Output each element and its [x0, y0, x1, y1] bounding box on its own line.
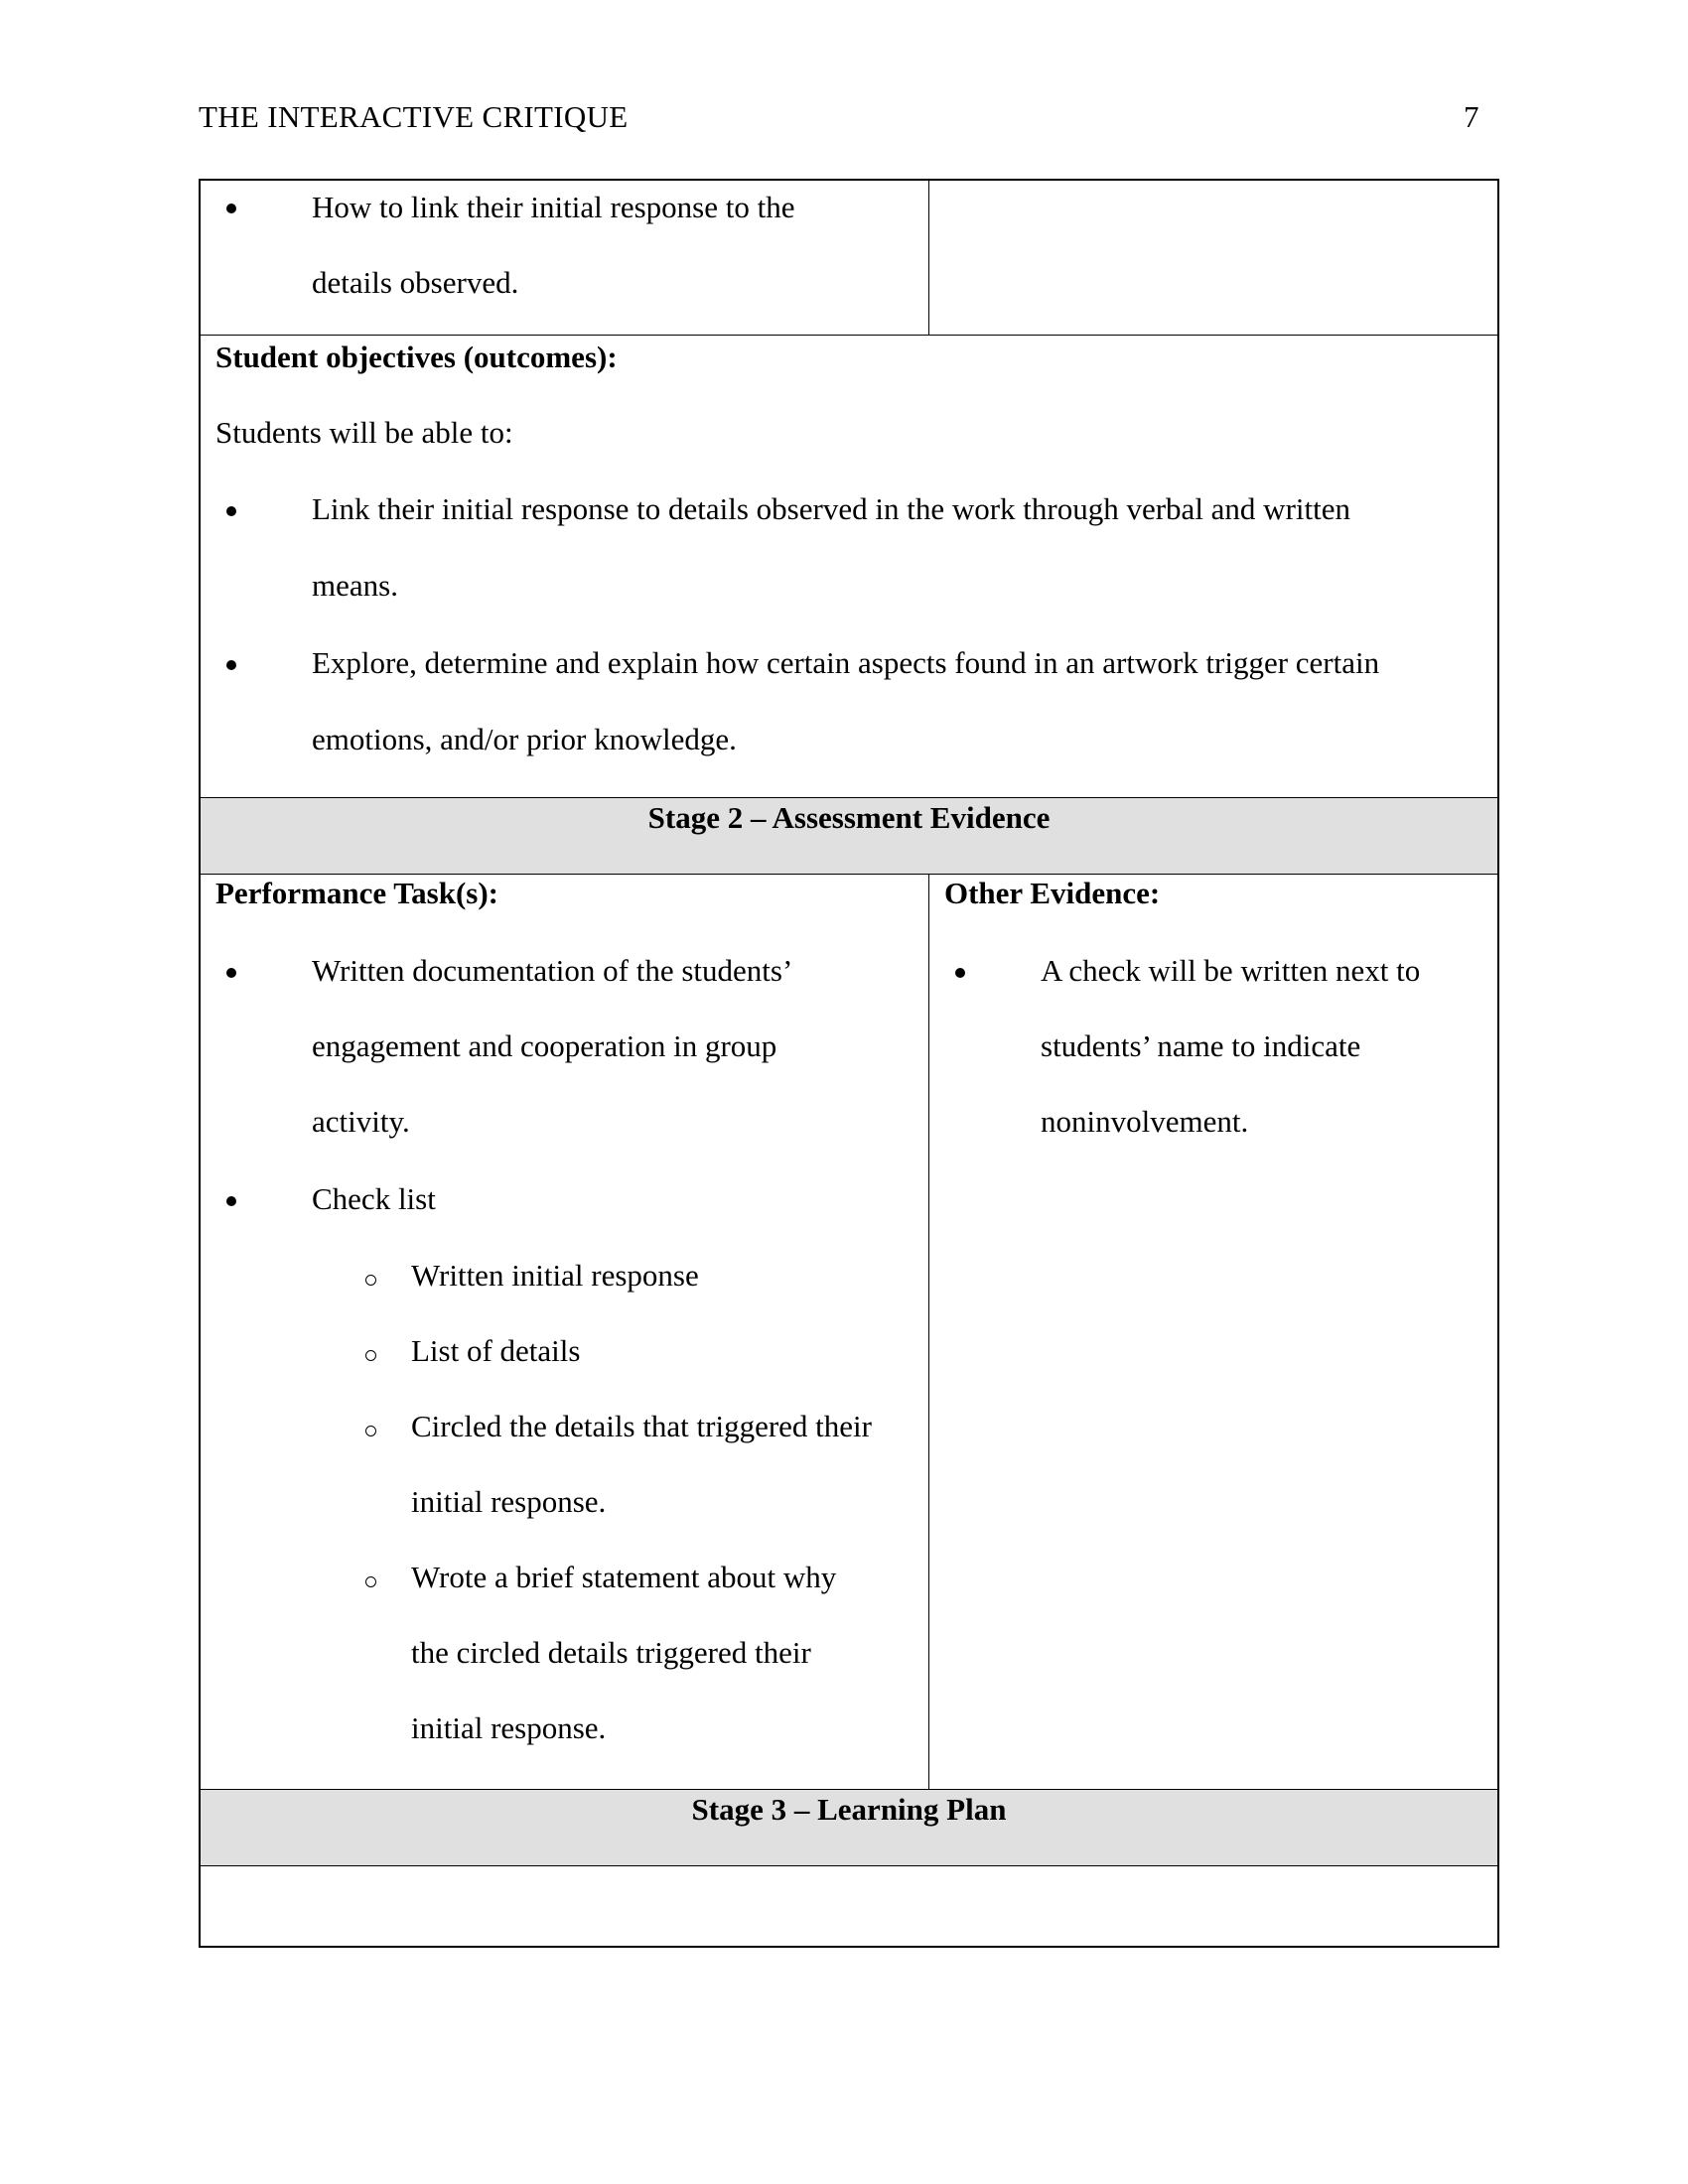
objectives-heading: Student objectives (outcomes):	[215, 340, 618, 374]
performance-item-1-line-3: activity.	[312, 1104, 410, 1139]
other-evidence-heading: Other Evidence:	[944, 876, 1161, 910]
checklist-item-3-line-2: initial response.	[411, 1484, 607, 1519]
checklist-item-4-line-3: initial response.	[411, 1710, 607, 1745]
bullet-icon	[226, 968, 236, 978]
performance-heading: Performance Task(s):	[215, 876, 498, 910]
bullet-icon	[226, 660, 236, 670]
hollow-bullet-icon	[365, 1350, 376, 1361]
bullet-icon	[226, 1196, 236, 1206]
objectives-intro: Students will be able to:	[215, 415, 513, 450]
running-head: THE INTERACTIVE CRITIQUE	[199, 99, 629, 134]
bullet-icon	[226, 506, 236, 516]
performance-item-1-line-2: engagement and cooperation in group	[312, 1028, 777, 1063]
continuation-line-1: How to link their initial response to the	[312, 190, 795, 224]
checklist-item-3-line-1: Circled the details that triggered their	[411, 1409, 872, 1443]
checklist-item-4-line-1: Wrote a brief statement about why	[411, 1560, 837, 1594]
other-evidence-line-3: noninvolvement.	[1041, 1104, 1249, 1139]
continuation-left-cell	[201, 181, 928, 335]
hollow-bullet-icon	[365, 1426, 376, 1436]
other-evidence-line-2: students’ name to indicate	[1041, 1028, 1361, 1063]
stage3-title: Stage 3 – Learning Plan	[691, 1792, 1007, 1827]
checklist-item-1: Written initial response	[411, 1258, 699, 1293]
learning-plan-row	[201, 1865, 1497, 1945]
objective-1-line-1: Link their initial response to details observed in the work through verbal and written	[312, 491, 1350, 526]
checklist-item-2: List of details	[411, 1333, 581, 1368]
assessment-row	[201, 874, 1497, 1789]
continuation-right-cell	[928, 181, 1497, 335]
hollow-bullet-icon	[365, 1275, 376, 1286]
objective-1-line-2: means.	[312, 568, 398, 603]
checklist-item-4-line-2: the circled details triggered their	[411, 1635, 811, 1670]
performance-item-2-line-1: Check list	[312, 1181, 436, 1216]
objective-2-line-2: emotions, and/or prior knowledge.	[312, 722, 737, 756]
other-evidence-cell	[928, 875, 1497, 1789]
objective-2-line-1: Explore, determine and explain how certain aspects found in an artwork trigger certain	[312, 645, 1380, 680]
hollow-bullet-icon	[365, 1576, 376, 1587]
lesson-plan-table	[199, 179, 1499, 1948]
page-number: 7	[1464, 99, 1479, 134]
objectives-row	[201, 335, 1497, 797]
bullet-icon	[226, 204, 236, 213]
stage3-header-row	[201, 1789, 1497, 1865]
continuation-row	[201, 181, 1497, 335]
performance-item-1-line-1: Written documentation of the students’	[312, 953, 793, 988]
continuation-line-2: details observed.	[312, 265, 519, 300]
stage2-header-row	[201, 797, 1497, 874]
stage2-title: Stage 2 – Assessment Evidence	[647, 800, 1051, 835]
performance-cell	[201, 875, 928, 1789]
bullet-icon	[955, 968, 965, 978]
other-evidence-line-1: A check will be written next to	[1041, 953, 1421, 988]
